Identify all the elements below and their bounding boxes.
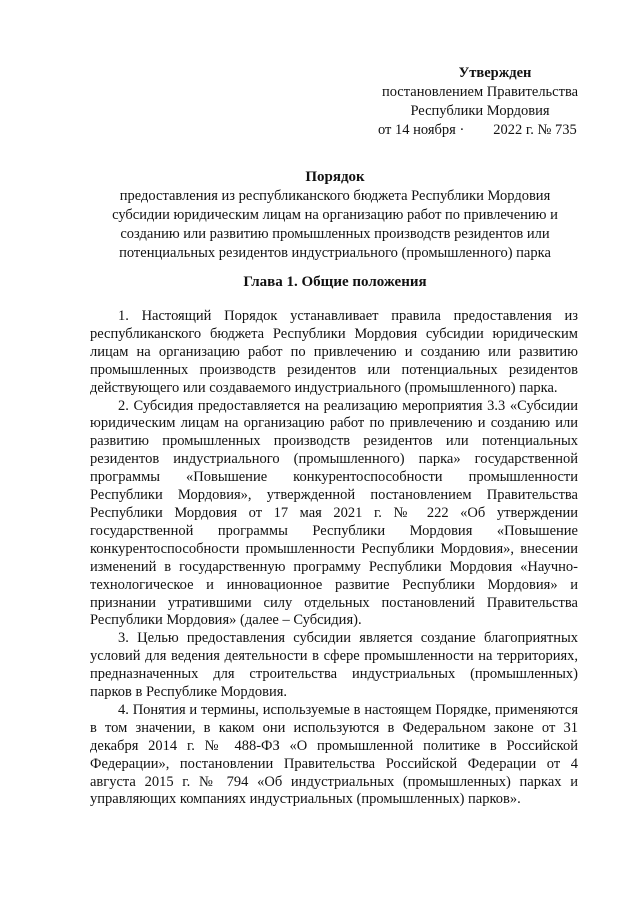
approval-date-line: от 14 ноября · 2022 г. № 735: [378, 122, 577, 138]
document-body: [90, 308, 578, 809]
document-title: Порядок: [305, 169, 365, 185]
paragraph-4: 4. Понятия и термины, используемые в настоящем Порядке, применяются в том значении, в каком они используются в Федеральном законе от 31 декабря 2014 г. № 488-ФЗ «О промышленной политике в Российской Федерации», постановлении Правительства Российской Федерации от 4 августа 2015 г. № 794 «Об индустриальных (промышленных) парках и управляющих компаниях индустриальных (промышленных) парков».: [90, 701, 578, 808]
approval-title: Утвержден: [458, 65, 532, 81]
approval-block: [360, 64, 600, 140]
document-heading: [90, 168, 580, 263]
paragraph-1: 1. Настоящий Порядок устанавливает правила предоставления из республиканского бюджета Республики Мордовия субсидии юридическим лицам на организацию работ по привлечению и созданию или развитию промышленных производств резидентов или потенциальных резидентов действующего или создаваемого индустриального (промышленного) парка.: [90, 308, 578, 396]
document-subtitle: предоставления из республиканского бюджета Республики Мордовия субсидии юридическим лицам на организацию работ по привлечению и созданию или развитию промышленных производств резидентов или потенциальных резидентов индустриального (промышленного) парка: [112, 188, 558, 261]
paragraph-2: 2. Субсидия предоставляется на реализацию мероприятия 3.3 «Субсидии юридическим лицам на организацию работ по привлечению и созданию или развитию промышленных производств резидентов или потенциальных резидентов индустриального (промышленного) парка» государственной программы «Повышение конкурентоспособности промышленности Республики Мордовия», утвержденной постановлением Правительства Республики Мордовия от 17 мая 2021 г. № 222 «Об утверждении государственной программы Республики Мордовия «Повышение конкурентоспособности промышленности Республики Мордовия», внесении изменений в государственную программу Республики Мордовия «Научно-технологическое и инновационное развитие Республики Мордовия» и признании утратившими силу отдельных постановлений Правительства Республики Мордовия» (далее – Субсидия).: [90, 397, 578, 629]
paragraph-3: 3. Целью предоставления субсидии является создание благоприятных условий для ведения деятельности в сфере промышленности на территориях, предназначенных для строительства индустриальных (промышленных) парков в Республике Мордовия.: [90, 630, 578, 701]
chapter-title: Глава 1. Общие положения: [243, 274, 427, 290]
approval-line-1: постановлением Правительства: [381, 84, 579, 100]
approval-line-2: Республики Мордовия: [410, 103, 550, 119]
